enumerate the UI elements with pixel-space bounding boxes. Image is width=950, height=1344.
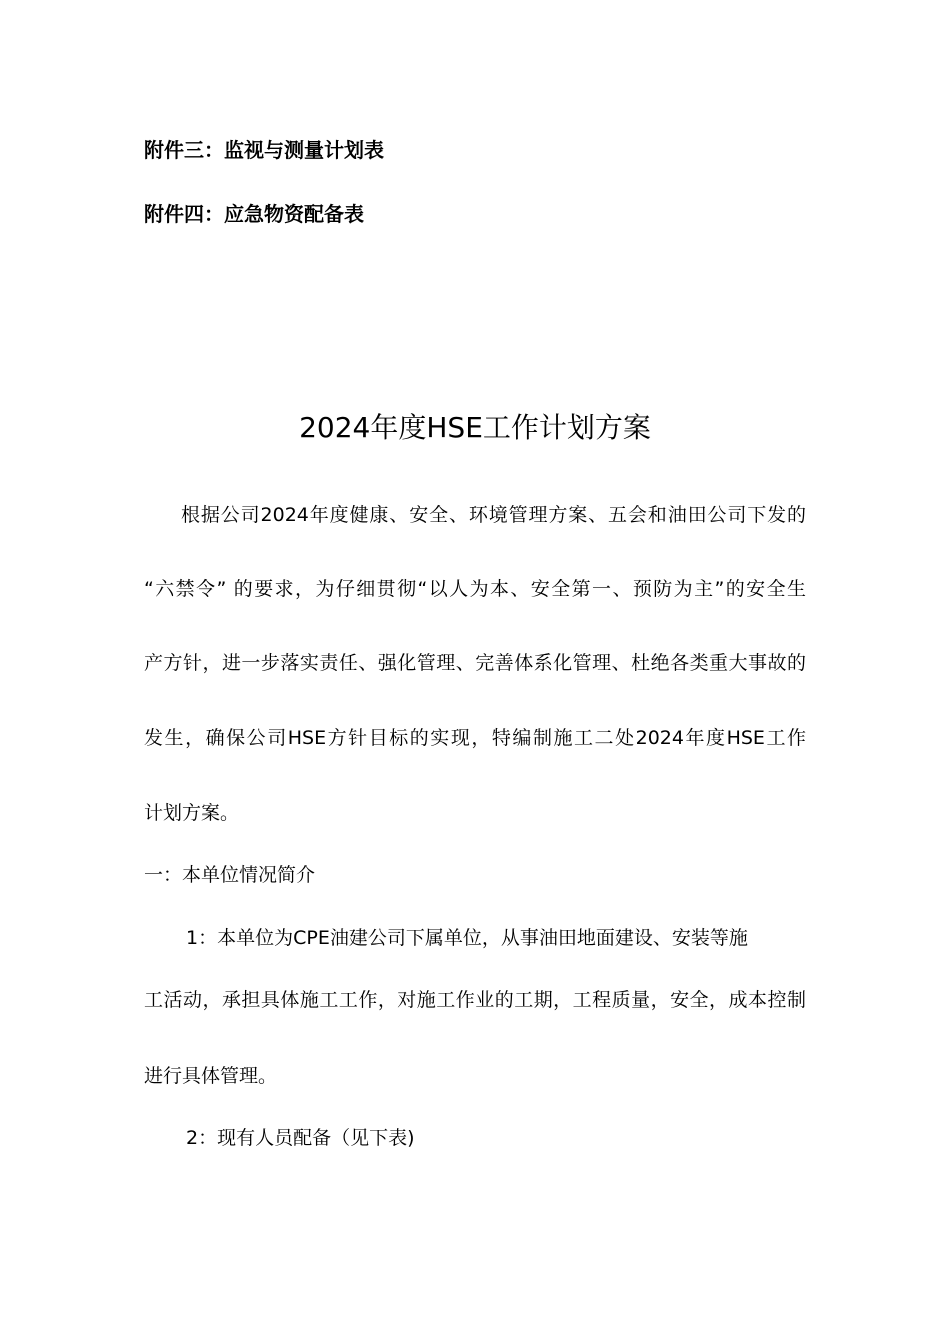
intro-line-4: 发生，确保公司HSE方针目标的实现，特编制施工二处2024年度HSE工作 <box>144 727 806 749</box>
section-1-heading: 一：本单位情况简介 <box>144 864 316 886</box>
intro-line-3: 产方针，进一步落实责任、强化管理、完善体系化管理、杜绝各类重大事故的 <box>144 652 806 674</box>
intro-line-2: “六禁令” 的要求，为仔细贯彻“以人为本、安全第一、预防为主”的安全生 <box>144 578 806 600</box>
section-1-item-1-line-1: 1：本单位为CPE油建公司下属单位，从事油田地面建设、安装等施 <box>186 927 748 949</box>
section-1-item-1-line-2: 工活动，承担具体施工工作，对施工作业的工期，工程质量，安全，成本控制 <box>144 989 806 1011</box>
intro-line-1 <box>181 503 806 527</box>
section-1-item-1-line-3: 进行具体管理。 <box>144 1065 278 1087</box>
intro-text: 根据公司2024年度健康、安全、环境管理方案、五会和油田公司下发的 <box>181 504 806 526</box>
document-title: 2024年度HSE工作计划方案 <box>299 411 651 444</box>
attachment-3-heading: 附件三：监视与测量计划表 <box>144 138 384 162</box>
intro-line-5: 计划方案。 <box>144 802 240 824</box>
attachment-4-heading: 附件四：应急物资配备表 <box>144 202 364 226</box>
section-1-item-2: 2：现有人员配备（见下表) <box>186 1127 415 1149</box>
